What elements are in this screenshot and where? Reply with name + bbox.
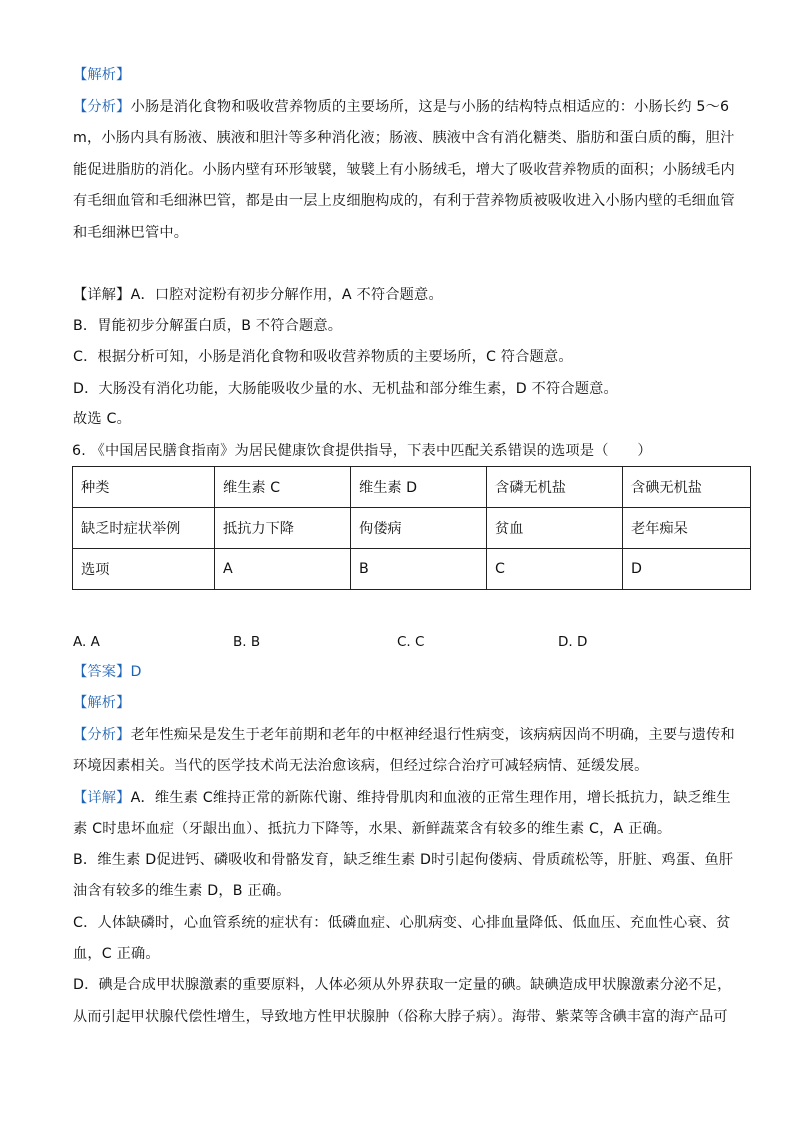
- question-table: [72, 466, 751, 590]
- table-cell: 种类: [73, 467, 215, 508]
- detail-line-a: [73, 286, 722, 304]
- table-row: [73, 549, 751, 590]
- conclusion: 故选 C。: [73, 411, 131, 427]
- analysis-text: 小肠是消化食物和吸收营养物质的主要场所，这是与小肠的结构特点相适应的：小肠长约 5～6: [130, 99, 730, 115]
- table-row: [73, 467, 751, 508]
- detail2-line-d1: D．碘是合成甲状腺激素的重要原料，人体必须从外界获取一定量的碘。缺碘造成甲状腺激素分泌不足，: [73, 977, 732, 993]
- table-cell: D: [623, 549, 751, 590]
- analysis-tag-2: 【分析】: [73, 727, 131, 743]
- table-cell: B: [351, 549, 487, 590]
- answer: 【答案】D: [73, 664, 142, 680]
- question-stem: 6. 《中国居民膳食指南》为居民健康饮食提供指导，下表中匹配关系错误的选项是（ ）: [72, 443, 652, 459]
- table-cell: A: [215, 549, 351, 590]
- detail-line-c: C．根据分析可知，小肠是消化食物和吸收营养物质的主要场所，C 符合题意。: [73, 349, 573, 365]
- option-a: A. A: [73, 634, 100, 650]
- jiexi-heading: 【解析】: [73, 67, 131, 83]
- table-cell: 缺乏时症状举例: [73, 508, 215, 549]
- detail2-text-a1: A．维生素 C维持正常的新陈代谢、维持骨肌肉和血液的正常生理作用，增长抵抗力，缺乏维生: [130, 790, 731, 806]
- table-cell: 维生素 C: [215, 467, 351, 508]
- detail2-line-b1: B．维生素 D促进钙、磷吸收和骨骼发育，缺乏维生素 D时引起佝偻病、骨质疏松等，肝脏、鸡蛋、鱼肝: [73, 852, 734, 868]
- detail2-line-d2: 从而引起甲状腺代偿性增生，导致地方性甲状腺肿（俗称大脖子病）。海带、紫菜等含碘丰富的海产品可: [73, 1009, 728, 1025]
- detail2-line-c2: 血，C 正确。: [73, 946, 160, 962]
- analysis2-line-2: 环境因素相关。当代的医学技术尚无法治愈该病，但经过综合治疗可减轻病情、延缓发展。: [73, 758, 649, 774]
- analysis-line-4: 有毛细血管和毛细淋巴管，都是由一层上皮细胞构成的，有利于营养物质被吸收进入小肠内壁的毛细血管: [73, 193, 735, 209]
- analysis2-text: 老年性痴呆是发生于老年前期和老年的中枢神经退行性病变，该病病因尚不明确，主要与遗传和: [130, 727, 735, 743]
- jiexi-heading-2: 【解析】: [73, 695, 131, 711]
- option-b: B. B: [233, 634, 261, 650]
- detail-tag-2: 【详解】: [73, 790, 131, 806]
- detail2-line-a2: 素 C时患坏血症（牙龈出血）、抵抗力下降等，水果、新鲜蔬菜含有较多的维生素 C，A 正确。: [73, 821, 672, 837]
- detail-line-d: D．大肠没有消化功能，大肠能吸收少量的水、无机盐和部分维生素，D 不符合题意。: [73, 381, 618, 397]
- table-cell: 含磷无机盐: [487, 467, 623, 508]
- analysis-line-1: [73, 98, 730, 116]
- detail2-line-b2: 油含有较多的维生素 D，B 正确。: [73, 883, 291, 899]
- option-c: C. C: [397, 634, 425, 650]
- detail2-line-c1: C．人体缺磷时，心血管系统的症状有：低磷血症、心肌病变、心排血量降低、低血压、充血性心衰、贫: [73, 915, 731, 931]
- table-cell: 抵抗力下降: [215, 508, 351, 549]
- detail-tag: 【详解】: [73, 287, 131, 303]
- table-cell: C: [487, 549, 623, 590]
- detail-line-b: B．胃能初步分解蛋白质，B 不符合题意。: [73, 318, 343, 334]
- analysis-line-2: m，小肠内具有肠液、胰液和胆汁等多种消化液；肠液、胰液中含有消化糖类、脂肪和蛋白质的酶，胆汁: [73, 130, 735, 146]
- table-row: [73, 508, 751, 549]
- table-cell: 维生素 D: [351, 467, 487, 508]
- analysis-tag: 【分析】: [73, 99, 131, 115]
- table-cell: 含碘无机盐: [623, 467, 751, 508]
- table-cell: 老年痴呆: [623, 508, 751, 549]
- detail-text-a: A．口腔对淀粉有初步分解作用，A 不符合题意。: [130, 287, 443, 303]
- table-cell: 佝偻病: [351, 508, 487, 549]
- analysis2-line-1: [73, 726, 735, 744]
- analysis-line-3: 能促进脂肪的消化。小肠内壁有环形皱襞，皱襞上有小肠绒毛，增大了吸收营养物质的面积；小肠绒毛内: [73, 162, 735, 178]
- detail2-line-a1: [73, 789, 731, 807]
- table-cell: 选项: [73, 549, 215, 590]
- table-cell: 贫血: [487, 508, 623, 549]
- option-d: D. D: [558, 634, 588, 650]
- analysis-line-5: 和毛细淋巴管中。: [73, 225, 189, 241]
